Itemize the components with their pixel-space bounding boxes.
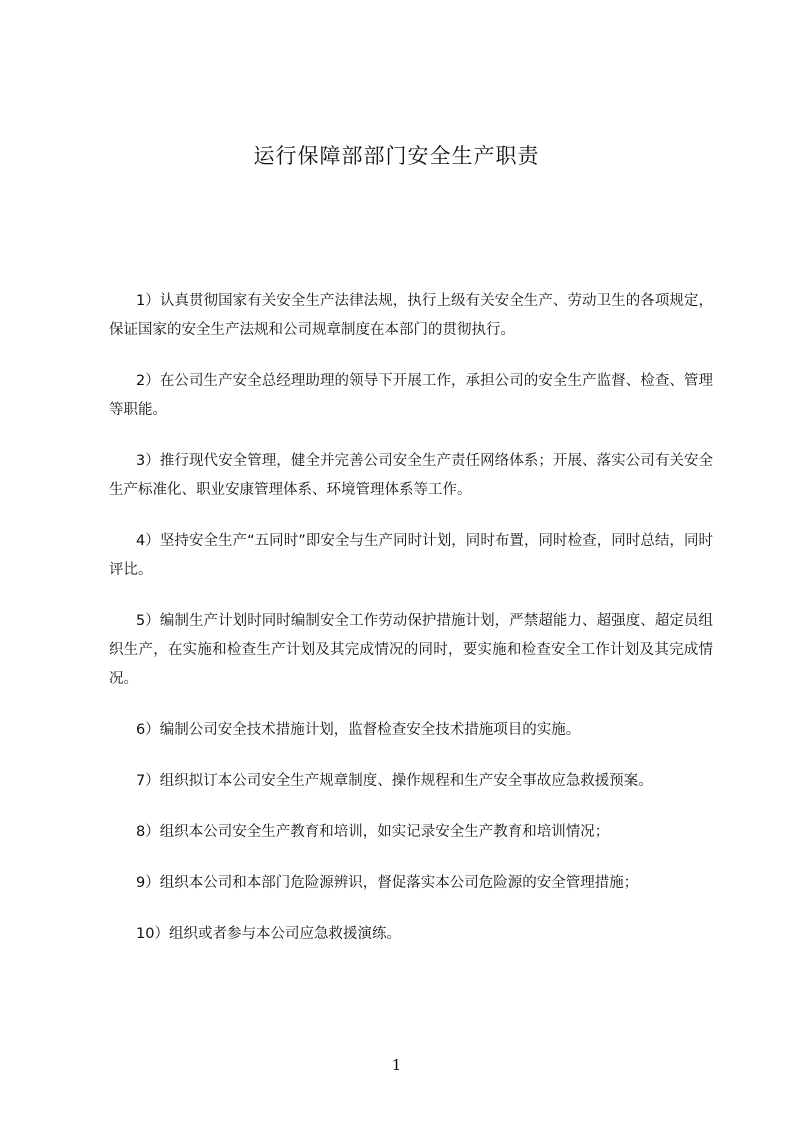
page-number: 1 bbox=[391, 1056, 402, 1074]
clause-6: 6）编制公司安全技术措施计划，监督检查安全技术措施项目的实施。 bbox=[136, 722, 581, 738]
clause-9: 9）组织本公司和本部门危险源辨识，督促落实本公司危险源的安全管理措施； bbox=[136, 875, 639, 891]
clause-3: 3）推行现代安全管理，健全并完善公司安全生产责任网络体系；开展、落实公司有关安全生产标准化、职业安康管理体系、环境管理体系等工作。 bbox=[109, 453, 713, 498]
clause-2: 2）在公司生产安全总经理助理的领导下开展工作，承担公司的安全生产监督、检查、管理等职能。 bbox=[109, 373, 713, 418]
clause-list bbox=[109, 287, 713, 971]
clause-5: 5）编制生产计划时同时编制安全工作劳动保护措施计划，严禁超能力、超强度、超定员组织生产，在实施和检查生产计划及其完成情况的同时，要实施和检查安全工作计划及其完成情况。 bbox=[109, 613, 713, 687]
clause-7: 7）组织拟订本公司安全生产规章制度、操作规程和生产安全事故应急救援预案。 bbox=[136, 773, 653, 789]
clause-4: 4）坚持安全生产“五同时”即安全与生产同时计划，同时布置，同时检查，同时总结，同时评比。 bbox=[109, 533, 713, 578]
clause-8: 8）组织本公司安全生产教育和培训，如实记录安全生产教育和培训情况； bbox=[136, 824, 610, 840]
clause-1: 1）认真贯彻国家有关安全生产法律法规，执行上级有关安全生产、劳动卫生的各项规定，保证国家的安全生产法规和公司规章制度在本部门的贯彻执行。 bbox=[109, 293, 713, 338]
document-title: 运行保障部部门安全生产职责 bbox=[253, 144, 540, 168]
clause-10: 10）组织或者参与本公司应急救援演练。 bbox=[136, 926, 401, 942]
